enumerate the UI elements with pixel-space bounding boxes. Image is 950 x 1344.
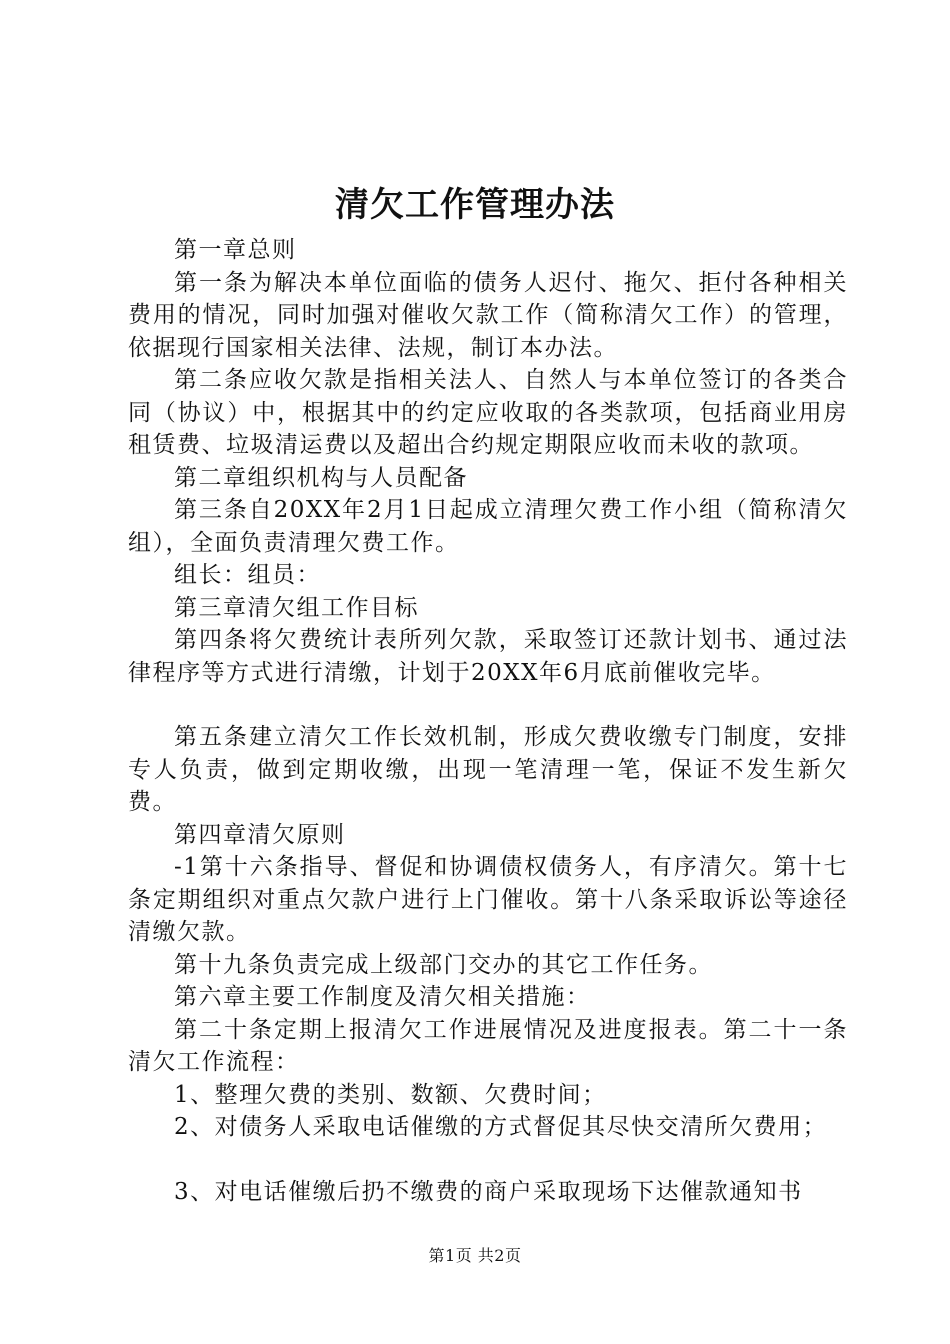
article-paragraph: -1第十六条指导、督促和协调债权债务人，有序清欠。第十七条定期组织对重点欠款户进行上门催收。第十八条采取诉讼等途径清缴欠款。 [128,854,848,945]
chapter-heading: 第四章清欠原则 [174,821,346,848]
article-paragraph: 第二条应收欠款是指相关法人、自然人与本单位签订的各类合同（协议）中，根据其中的约定应收取的各类款项，包括商业用房租赁费、垃圾清运费以及超出合约规定期限应收而未收的款项。 [128,367,848,458]
article-paragraph: 第四条将欠费统计表所列欠款，采取签订还款计划书、通过法律程序等方式进行清缴，计划于20XX年6月底前催收完毕。 [128,627,848,686]
article-paragraph: 第十九条负责完成上级部门交办的其它工作任务。 [174,951,713,978]
list-item: 3、对电话催缴后扔不缴费的商户采取现场下达催款通知书 [174,1178,803,1205]
chapter-heading: 第三章清欠组工作目标 [174,594,419,621]
page-number: 第1页 共2页 [428,1246,522,1265]
chapter-heading: 第一章总则 [174,237,297,263]
list-item: 1、整理欠费的类别、数额、欠费时间； [174,1081,607,1108]
document-title: 清欠工作管理办法 [335,185,615,225]
article-paragraph: 第二十条定期上报清欠工作进展情况及进度报表。第二十一条清欠工作流程： [128,1016,848,1075]
chapter-heading: 第二章组织机构与人员配备 [174,464,468,491]
document-body [128,234,848,1208]
article-paragraph: 第三条自20XX年2月1日起成立清理欠费工作小组（简称清欠组），全面负责清理欠费工作。 [128,497,848,556]
article-paragraph: 第一条为解决本单位面临的债务人迟付、拖欠、拒付各种相关费用的情况，同时加强对催收欠款工作（简称清欠工作）的管理，依据现行国家相关法律、法规，制订本办法。 [128,269,848,361]
team-members-line: 组长：组员： [174,562,321,588]
chapter-heading: 第六章主要工作制度及清欠相关措施： [174,984,591,1010]
article-paragraph: 第五条建立清欠工作长效机制，形成欠费收缴专门制度，安排专人负责，做到定期收缴，出现一笔清理一笔，保证不发生新欠费。 [128,724,848,815]
list-item: 2、对债务人采取电话催缴的方式督促其尽快交清所欠费用； [174,1114,828,1140]
